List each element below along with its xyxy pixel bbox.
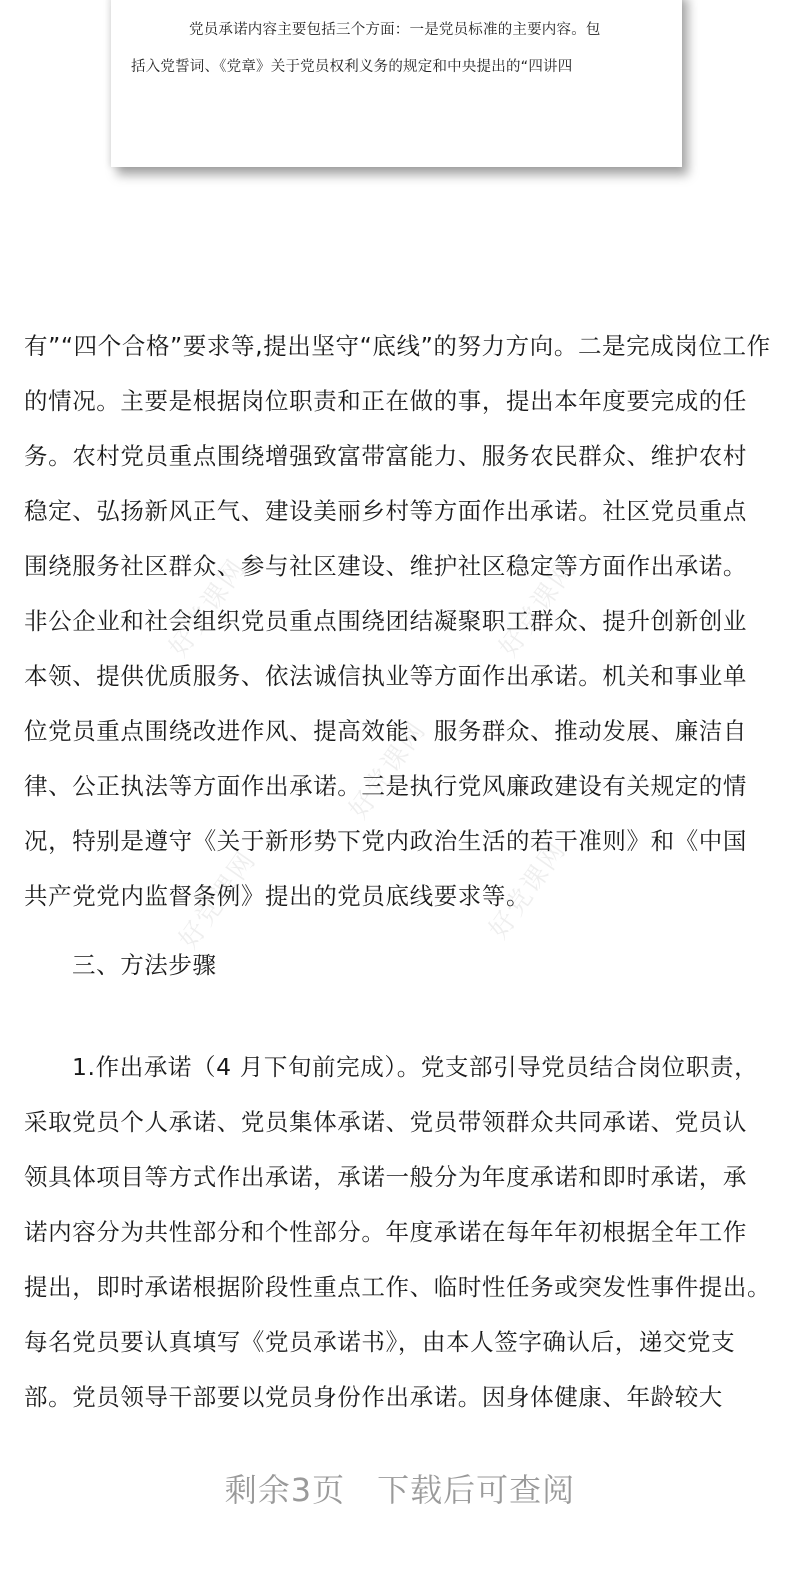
preview-page-card (111, 0, 682, 167)
text-line: 采取党员个人承诺、党员集体承诺、党员带领群众共同承诺、党员认 (24, 1108, 747, 1136)
text-line: 围绕服务社区群众、参与社区建设、维护社区稳定等方面作出承诺。 (24, 552, 747, 580)
text-line: 的情况。主要是根据岗位职责和正在做的事，提出本年度要完成的任 (24, 387, 747, 415)
text-line: 诺内容分为共性部分和个性部分。年度承诺在每年年初根据全年工作 (24, 1218, 747, 1246)
text-line: 有”“四个合格”要求等,提出坚守“底线”的努力方向。二是完成岗位工作 (24, 332, 771, 360)
watermark: 好党课网 (493, 553, 583, 663)
text-line: 况，特别是遵守《关于新形势下党内政治生活的若干准则》和《中国 (24, 827, 747, 855)
text-line: 务。农村党员重点围绕增强致富带富能力、服务农民群众、维护农村 (24, 442, 747, 470)
remaining-pages-label: 剩余3页 (224, 1471, 346, 1509)
download-to-read-more-prompt[interactable] (0, 1470, 800, 1510)
text-line: 每名党员要认真填写《党员承诺书》，由本人签字确认后，递交党支 (24, 1328, 736, 1356)
section-heading: 三、方法步骤 (72, 951, 217, 979)
text-line: 领具体项目等方式作出承诺，承诺一般分为年度承诺和即时承诺，承 (24, 1163, 747, 1191)
watermark: 好党课网 (483, 835, 573, 945)
text-line: 共产党党内监督条例》提出的党员底线要求等。 (24, 882, 531, 910)
text-line: 提出，即时承诺根据阶段性重点工作、临时性任务或突发性事件提出。 (24, 1273, 772, 1301)
watermark: 好党课网 (343, 715, 433, 825)
text-line: 非公企业和社会组织党员重点围绕团结凝聚职工群众、提升创新创业 (24, 607, 747, 635)
text-line: 部。党员领导干部要以党员身份作出承诺。因身体健康、年龄较大 (24, 1383, 723, 1411)
download-prompt-label[interactable]: 下载后可查阅 (377, 1471, 576, 1509)
watermark: 好党课网 (173, 845, 263, 955)
text-line: 位党员重点围绕改进作风、提高效能、服务群众、推动发展、廉洁自 (24, 717, 747, 745)
text-line: 律、公正执法等方面作出承诺。三是执行党风廉政建设有关规定的情 (24, 772, 747, 800)
watermark: 好党课网 (163, 553, 253, 663)
text-line: 本领、提供优质服务、依法诚信执业等方面作出承诺。机关和事业单 (24, 662, 747, 690)
card-text-line: 党员承诺内容主要包括三个方面：一是党员标准的主要内容。包 (189, 22, 601, 38)
card-text-line: 括入党誓词、《党章》关于党员权利义务的规定和中央提出的“四讲四 (131, 59, 573, 75)
text-line: 1.作出承诺（4 月下旬前完成）。党支部引导党员结合岗位职责， (72, 1053, 759, 1081)
text-line: 稳定、弘扬新风正气、建设美丽乡村等方面作出承诺。社区党员重点 (24, 497, 747, 525)
